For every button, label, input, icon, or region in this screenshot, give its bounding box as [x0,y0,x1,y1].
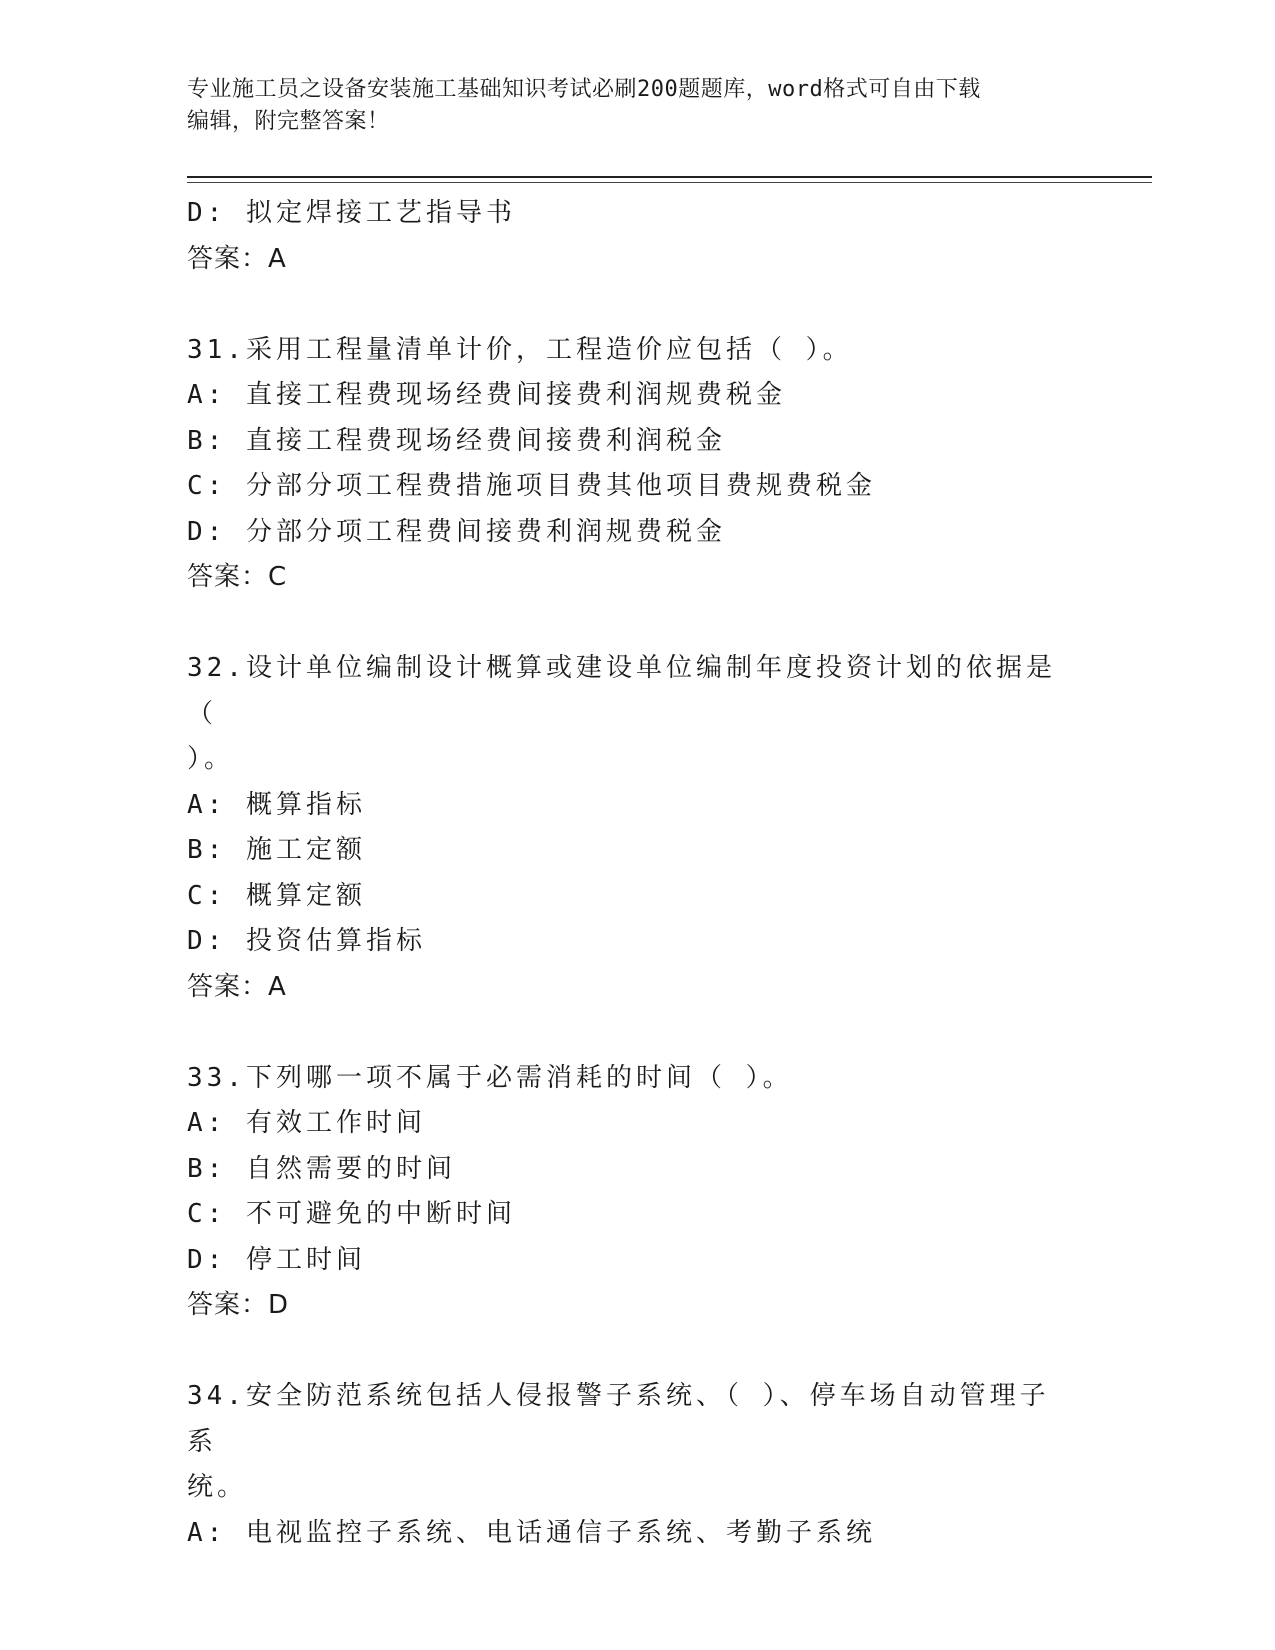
option-b: B: 直接工程费现场经费间接费利润税金 [187,425,726,456]
header-title-line-1: 专业施工员之设备安装施工基础知识考试必刷200题题库，word格式可自由下载 [187,77,981,102]
document-header [187,74,1067,138]
option-a: A: 电视监控子系统、电话通信子系统、考勤子系统 [187,1517,876,1548]
prev-option-d: D: 拟定焊接工艺指导书 [187,198,516,228]
spacer [187,1010,1067,1056]
option-d: D: 停工时间 [187,1244,366,1275]
question-32 [187,646,1067,1010]
option-c: C: 不可避免的中断时间 [187,1199,516,1229]
question-34 [187,1374,1067,1556]
header-divider-thick [187,176,1152,178]
option-d: D: 投资估算指标 [187,926,426,956]
question-stem-line-1: 32.设计单位编制设计概算或建设单位编制年度投资计划的依据是（ [187,653,1056,729]
option-c: C: 分部分项工程费措施项目费其他项目费规费税金 [187,471,876,501]
question-stem: 31.采用工程量清单计价，工程造价应包括（ ）。 [187,334,853,365]
spacer [187,1329,1067,1375]
question-33 [187,1056,1067,1329]
option-c: C: 概算定额 [187,880,366,911]
prev-answer: 答案：A [187,243,287,274]
spacer [187,282,1067,328]
answer: 答案：C [187,562,288,592]
option-b: B: 施工定额 [187,835,366,865]
answer: 答案：A [187,971,287,1002]
question-content [187,191,1067,1556]
header-title-line-2: 编辑，附完整答案！ [187,109,390,134]
option-a: A: 直接工程费现场经费间接费利润规费税金 [187,380,786,410]
question-stem-line-2: 统。 [187,1472,248,1502]
option-d: D: 分部分项工程费间接费利润规费税金 [187,516,726,547]
spacer [187,601,1067,647]
header-divider-thin [187,182,1152,183]
option-a: A: 有效工作时间 [187,1108,426,1138]
question-31 [187,328,1067,601]
question-stem: 33.下列哪一项不属于必需消耗的时间（ ）。 [187,1062,793,1093]
question-stem-line-2: ）。 [187,744,235,774]
option-b: B: 自然需要的时间 [187,1153,456,1184]
question-stem-line-1: 34.安全防范系统包括人侵报警子系统、（ ）、停车场自动管理子系 [187,1381,1050,1457]
option-a: A: 概算指标 [187,789,366,820]
answer: 答案：D [187,1290,290,1320]
